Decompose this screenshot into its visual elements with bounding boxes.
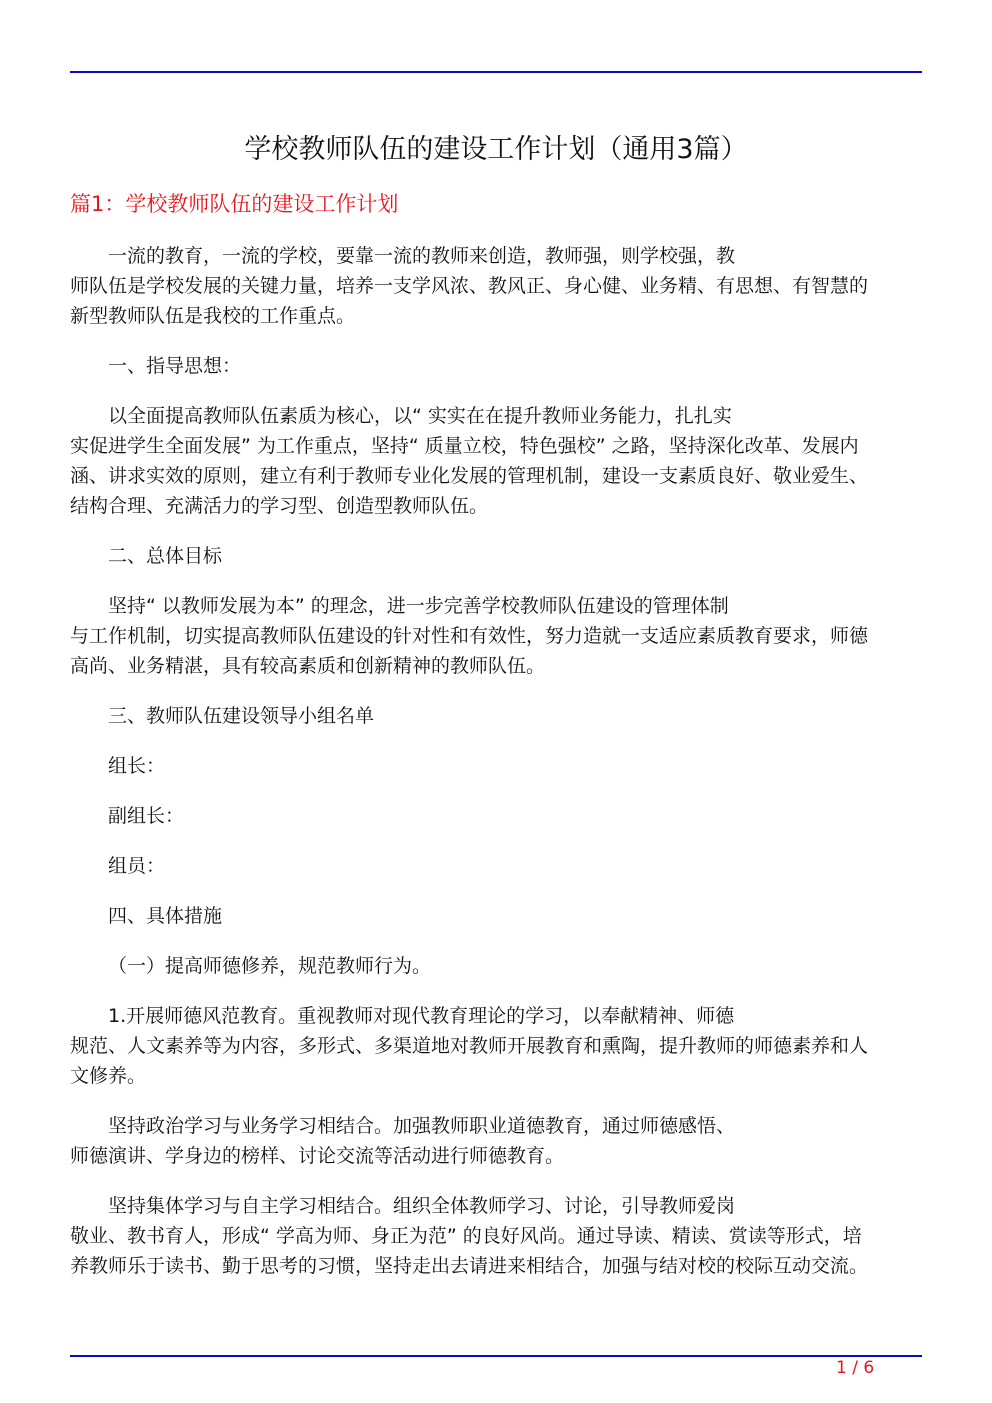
paragraph-line: 高尚、业务精湛，具有较高素质和创新精神的教师队伍。: [70, 655, 546, 677]
paragraph-line: 规范、人文素养等为内容，多形式、多渠道地对教师开展教育和熏陶，提升教师的师德素养和人: [70, 1035, 869, 1057]
paragraph-line: 坚持集体学习与自主学习相结合。组织全体教师学习、讨论，引导教师爱岗: [108, 1195, 736, 1217]
paragraph-line: 二、总体目标: [108, 545, 223, 567]
paragraph-line: 师德演讲、学身边的榜样、讨论交流等活动进行师德教育。: [70, 1145, 565, 1167]
paragraph: [70, 351, 915, 381]
paragraph-line: 以全面提高教师队伍素质为核心，以“ 实实在在提升教师业务能力，扎扎实: [108, 405, 732, 427]
paragraph-line: 结构合理、充满活力的学习型、创造型教师队伍。: [70, 495, 489, 517]
paragraph-line: 师队伍是学校发展的关键力量，培养一支学风浓、教风正、身心健、业务精、有思想、有智慧的: [70, 275, 869, 297]
paragraph-line: 敬业、教书育人，形成“ 学高为师、身正为范” 的良好风尚。通过导读、精读、赏读等形式，培: [70, 1225, 862, 1247]
paragraph: [70, 751, 915, 781]
header-rule: [70, 71, 922, 73]
paragraph-line: 坚持政治学习与业务学习相结合。加强教师职业道德教育，通过师德感悟、: [108, 1115, 736, 1137]
paragraph: [70, 901, 915, 931]
paragraph-line: 一流的教育，一流的学校，要靠一流的教师来创造，教师强，则学校强，教: [108, 245, 736, 267]
document-body: [70, 241, 915, 1301]
paragraph-line: 副组长：: [108, 805, 185, 827]
paragraph-line: 四、具体措施: [108, 905, 223, 927]
paragraph-line: （一）提高师德修养，规范教师行为。: [108, 955, 432, 977]
paragraph: [70, 1111, 915, 1171]
page-number: 1 / 6: [836, 1358, 875, 1378]
paragraph-line: 文修养。: [70, 1065, 147, 1087]
paragraph-line: 组长：: [108, 755, 166, 777]
paragraph: [70, 851, 915, 881]
paragraph-line: 实促进学生全面发展” 为工作重点，坚持“ 质量立校，特色强校” 之路，坚持深化改革、发展内: [70, 435, 859, 457]
section-heading: 篇1：学校教师队伍的建设工作计划: [70, 192, 399, 216]
paragraph-line: 养教师乐于读书、勤于思考的习惯，坚持走出去请进来相结合，加强与结对校的校际互动交流。: [70, 1255, 869, 1277]
paragraph-line: 涵、讲求实效的原则，建立有利于教师专业化发展的管理机制，建设一支素质良好、敬业爱生、: [70, 465, 869, 487]
paragraph: [70, 541, 915, 571]
paragraph-line: 三、教师队伍建设领导小组名单: [108, 705, 375, 727]
paragraph: [70, 1191, 915, 1281]
paragraph-line: 1.开展师德风范教育。重视教师对现代教育理论的学习，以奉献精神、师德: [108, 1005, 735, 1027]
paragraph: [70, 801, 915, 831]
paragraph-line: 坚持“ 以教师发展为本” 的理念，进一步完善学校教师队伍建设的管理体制: [108, 595, 729, 617]
paragraph-line: 新型教师队伍是我校的工作重点。: [70, 305, 356, 327]
paragraph: [70, 701, 915, 731]
paragraph-line: 组员：: [108, 855, 166, 877]
document-title: 学校教师队伍的建设工作计划（通用3篇）: [244, 134, 748, 165]
paragraph-line: 与工作机制，切实提高教师队伍建设的针对性和有效性，努力造就一支适应素质教育要求，师德: [70, 625, 869, 647]
paragraph: [70, 241, 915, 331]
paragraph: [70, 401, 915, 521]
paragraph: [70, 1001, 915, 1091]
footer-rule: [70, 1355, 922, 1357]
paragraph: [70, 951, 915, 981]
paragraph-line: 一、指导思想：: [108, 355, 242, 377]
paragraph: [70, 591, 915, 681]
